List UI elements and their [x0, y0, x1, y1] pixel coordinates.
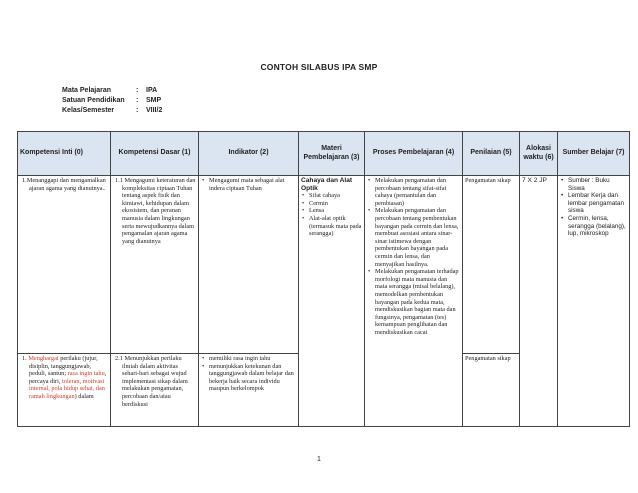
- cell-indikator: [199, 176, 299, 354]
- meta-row-school: [62, 96, 162, 106]
- header-alokasi: Alokasi waktu (6): [520, 132, 558, 176]
- meta-separator: :: [136, 97, 139, 104]
- meta-label: Mata Pelajaran: [62, 87, 112, 94]
- cell-penilaian: [463, 354, 520, 427]
- meta-label: Satuan Pendidikan: [62, 97, 125, 104]
- penilaian-text: Pengamatan sikap: [465, 177, 511, 184]
- ki-part: ) dalam: [74, 392, 94, 400]
- materi-item: • Sifat cahaya: [301, 192, 362, 200]
- ki-part: rasa ingin tahu: [67, 370, 105, 378]
- table-row: [18, 176, 630, 354]
- cell-sumber: [558, 176, 630, 427]
- meta-value: SMP: [146, 97, 162, 104]
- kd-text: 2.1 Menunjukkan perilaku ilmiah dalam aktivitas sehari-hari sebagai wujud implementasi sikap dalam melakukan pengamatan, percobaan dan/atau berdiskusi: [115, 355, 188, 408]
- cell-materi: [299, 176, 365, 427]
- materi-title: Cahaya dan Alat Optik: [301, 177, 353, 192]
- header-kompetensi-inti: Kompetensi Inti (0): [18, 132, 111, 176]
- ki-number: 1.: [22, 355, 27, 362]
- cell-kompetensi-dasar: [111, 354, 199, 427]
- meta-value: IPA: [146, 87, 158, 94]
- alokasi-text: 7 X 2 JP: [522, 177, 547, 184]
- indikator-item: • memiliki rasa ingin tahu: [201, 355, 296, 363]
- materi-item: • Cermin: [301, 200, 362, 208]
- document-meta: [62, 86, 162, 116]
- meta-row-subject: [62, 86, 162, 96]
- meta-separator: :: [136, 107, 139, 114]
- indikator-item: • Mengagumi mata sebagai alat indera ciptaan Tuhan: [201, 177, 296, 192]
- proses-item: • Melakukan pengamatan terhadap morfologi mata manusia dan mata serangga (misal belalang), memodelkan pembentukan bayangan pada kedua mata, mendiskusikan bagian mata dan fungsinya, pengamatan (tes) kemampuan penglihatan dan mendiskusikan cacat: [367, 268, 460, 336]
- cell-kompetensi-inti: [18, 176, 111, 354]
- ki-part: Menghargai: [28, 355, 59, 362]
- proses-item: • Melakukan pengamatan dan percobaan tentang sifat-sifat cahaya (pemantulan dan pembiasan): [367, 177, 460, 207]
- indikator-item: • menunjukkan ketekunan dan tanggungjawab dalam belajar dan bekerja baik secara individu maupun berkelompok: [201, 363, 296, 393]
- page-number: 1: [317, 456, 321, 463]
- materi-item: • Lensa: [301, 207, 362, 215]
- ki-text: 1.Menanggapi dan mengamalkan ajaran agama yang dianutnya..: [22, 177, 106, 192]
- header-materi: Materi Pembelajaran (3): [299, 132, 365, 176]
- cell-penilaian: [463, 176, 520, 354]
- cell-proses: [365, 176, 463, 427]
- header-penilaian: Penilaian (5): [463, 132, 520, 176]
- ki-text: [20, 355, 108, 401]
- materi-item: • Alat-alat optik (termasuk mata pada serangga): [301, 215, 362, 238]
- meta-separator: :: [136, 87, 139, 94]
- cell-kompetensi-inti: [18, 354, 111, 427]
- sumber-item: • Sumber : Buku Siswa: [560, 177, 627, 192]
- ki-part: perilaku (jujur, disiplin, tanggungjawab, peduli, santun;: [29, 355, 98, 378]
- table-header-row: [18, 132, 630, 176]
- cell-indikator: [199, 354, 299, 427]
- kd-text: 1.1 Mengagumi keteraturan dan kompleksitas ciptaan Tuhan tentang aspek fisik dan kimiawi, kehidupan dalam ekosistem, dan peranan manusia dalam lingkungan serta mewujudkannya dalam pengamalan ajaran agama yang dianutnya: [115, 177, 196, 245]
- sumber-item: • Lembar Kerja dan lembar pengamatan siswa: [560, 192, 627, 215]
- header-sumber: Sumber Belajar (7): [558, 132, 630, 176]
- penilaian-text: Pengamatan sikap: [465, 355, 511, 362]
- proses-item: • Melakukan pengamatan dan percobaan tentang pembentukan bayangan pada cermin dan lensa, membuat asosiasi antara sinar-sinar istimewa dengan pembentukan bayangan pada cermin dan lensa, dan menyajikan hasilnya.: [367, 207, 460, 268]
- syllabus-table: [17, 131, 630, 427]
- sumber-item: • Cermin, lensa, serangga (belalang), lup, mikroskop: [560, 215, 627, 238]
- meta-value: VIII/2: [146, 107, 163, 114]
- header-proses: Proses Pembelajaran (4): [365, 132, 463, 176]
- meta-row-class: [62, 106, 162, 116]
- ki-part: , percaya diri,: [29, 370, 107, 385]
- cell-alokasi: [520, 176, 558, 427]
- ki-part: toleran, motivasi internal, pola hidup sehat, dan ramah lingkungan: [29, 377, 105, 400]
- page-title: CONTOH SILABUS IPA SMP: [260, 62, 378, 72]
- header-kompetensi-dasar: Kompetensi Dasar (1): [111, 132, 199, 176]
- header-indikator: Indikator (2): [199, 132, 299, 176]
- meta-label: Kelas/Semester: [62, 107, 115, 114]
- cell-kompetensi-dasar: [111, 176, 199, 354]
